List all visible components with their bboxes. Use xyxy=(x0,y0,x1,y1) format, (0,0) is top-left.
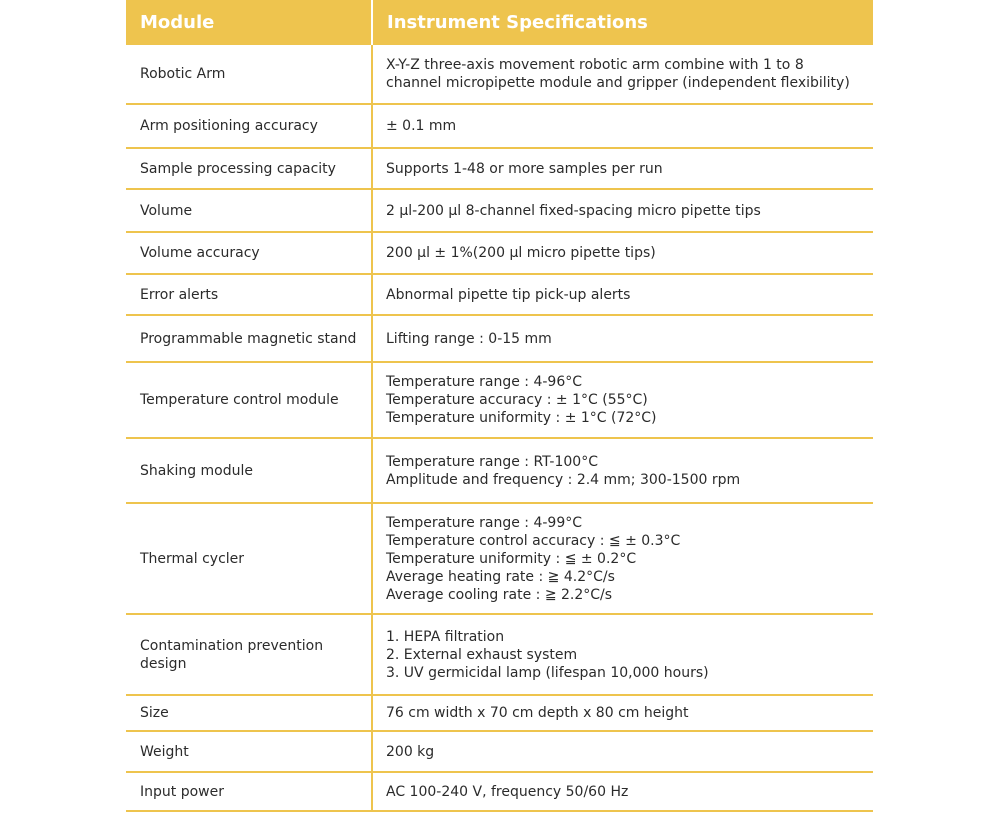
specification-cell xyxy=(372,274,873,315)
table-row xyxy=(126,503,873,614)
table-row xyxy=(126,189,873,232)
module-name-cell: Size xyxy=(126,695,372,731)
specification-cell xyxy=(372,45,873,104)
table-row xyxy=(126,148,873,189)
module-name-cell: Input power xyxy=(126,772,372,811)
spec-line: ± 0.1 mm xyxy=(386,118,457,134)
spec-line: Temperature range : 4-96°C xyxy=(386,374,583,390)
specification-cell xyxy=(372,104,873,148)
spec-line: 200 μl ± 1%(200 μl micro pipette tips) xyxy=(386,245,656,261)
table-row xyxy=(126,45,873,104)
module-name-cell: Robotic Arm xyxy=(126,45,372,104)
table-row xyxy=(126,614,873,695)
spec-line: 1. HEPA filtration xyxy=(386,628,505,645)
table-row xyxy=(126,772,873,811)
specification-cell xyxy=(372,189,873,232)
specification-cell xyxy=(372,614,873,695)
table-header-row xyxy=(126,0,873,45)
specification-cell xyxy=(372,731,873,772)
module-name-cell: Thermal cycler xyxy=(126,503,372,614)
module-name-cell: Shaking module xyxy=(126,438,372,503)
specification-cell xyxy=(372,315,873,362)
specification-cell xyxy=(372,148,873,189)
spec-line: 200 kg xyxy=(386,743,435,760)
specification-cell xyxy=(372,232,873,274)
spec-line: X-Y-Z three-axis movement robotic arm combine with 1 to 8 xyxy=(386,57,804,73)
spec-line: Temperature uniformity : ≦ ± 0.2°C xyxy=(386,550,637,567)
spec-line: Temperature accuracy : ± 1°C (55°C) xyxy=(386,392,648,408)
module-name-cell: Weight xyxy=(126,731,372,772)
spec-line: Average cooling rate : ≧ 2.2°C/s xyxy=(386,586,613,603)
module-name-cell: Volume accuracy xyxy=(126,232,372,274)
spec-line: 76 cm width x 70 cm depth x 80 cm height xyxy=(386,705,689,721)
spec-line: Temperature uniformity : ± 1°C (72°C) xyxy=(386,410,657,426)
module-column-header: Module xyxy=(126,0,372,45)
spec-line: Abnormal pipette tip pick-up alerts xyxy=(386,286,631,303)
table-row xyxy=(126,315,873,362)
spec-line: Supports 1-48 or more samples per run xyxy=(386,160,663,177)
table-row xyxy=(126,274,873,315)
spec-line: 3. UV germicidal lamp (lifespan 10,000 hours) xyxy=(386,664,709,681)
spec-line: Amplitude and frequency : 2.4 mm; 300-1500 rpm xyxy=(386,471,741,488)
module-name-cell: Temperature control module xyxy=(126,362,372,438)
table-row xyxy=(126,731,873,772)
spec-line: 2 μl-200 μl 8-channel fixed-spacing micro pipette tips xyxy=(386,202,761,219)
spec-line: Lifting range : 0-15 mm xyxy=(386,330,552,347)
module-name-cell: Programmable magnetic stand xyxy=(126,315,372,362)
specifications-column-header: Instrument Specifications xyxy=(372,0,873,45)
spec-line: Temperature control accuracy : ≦ ± 0.3°C xyxy=(386,532,681,549)
spec-line: channel micropipette module and gripper (independent flexibility) xyxy=(386,75,850,91)
specification-cell xyxy=(372,695,873,731)
spec-line: Average heating rate : ≧ 4.2°C/s xyxy=(386,568,615,585)
specifications-table xyxy=(126,0,873,812)
table-body xyxy=(126,45,873,811)
spec-line: Temperature range : 4-99°C xyxy=(386,514,583,531)
table-row xyxy=(126,362,873,438)
spec-line: 2. External exhaust system xyxy=(386,646,578,663)
specification-cell xyxy=(372,772,873,811)
module-name-cell: Contamination prevention design xyxy=(126,614,372,695)
table-row xyxy=(126,695,873,731)
module-name-cell: Error alerts xyxy=(126,274,372,315)
spec-line: Temperature range : RT-100°C xyxy=(386,453,598,470)
specification-cell xyxy=(372,438,873,503)
table-row xyxy=(126,438,873,503)
specification-cell xyxy=(372,362,873,438)
table-row xyxy=(126,232,873,274)
specification-cell xyxy=(372,503,873,614)
spec-line: AC 100-240 V, frequency 50/60 Hz xyxy=(386,783,629,800)
module-name-cell: Sample processing capacity xyxy=(126,148,372,189)
module-name-cell: Arm positioning accuracy xyxy=(126,104,372,148)
table-row xyxy=(126,104,873,148)
module-name-cell: Volume xyxy=(126,189,372,232)
